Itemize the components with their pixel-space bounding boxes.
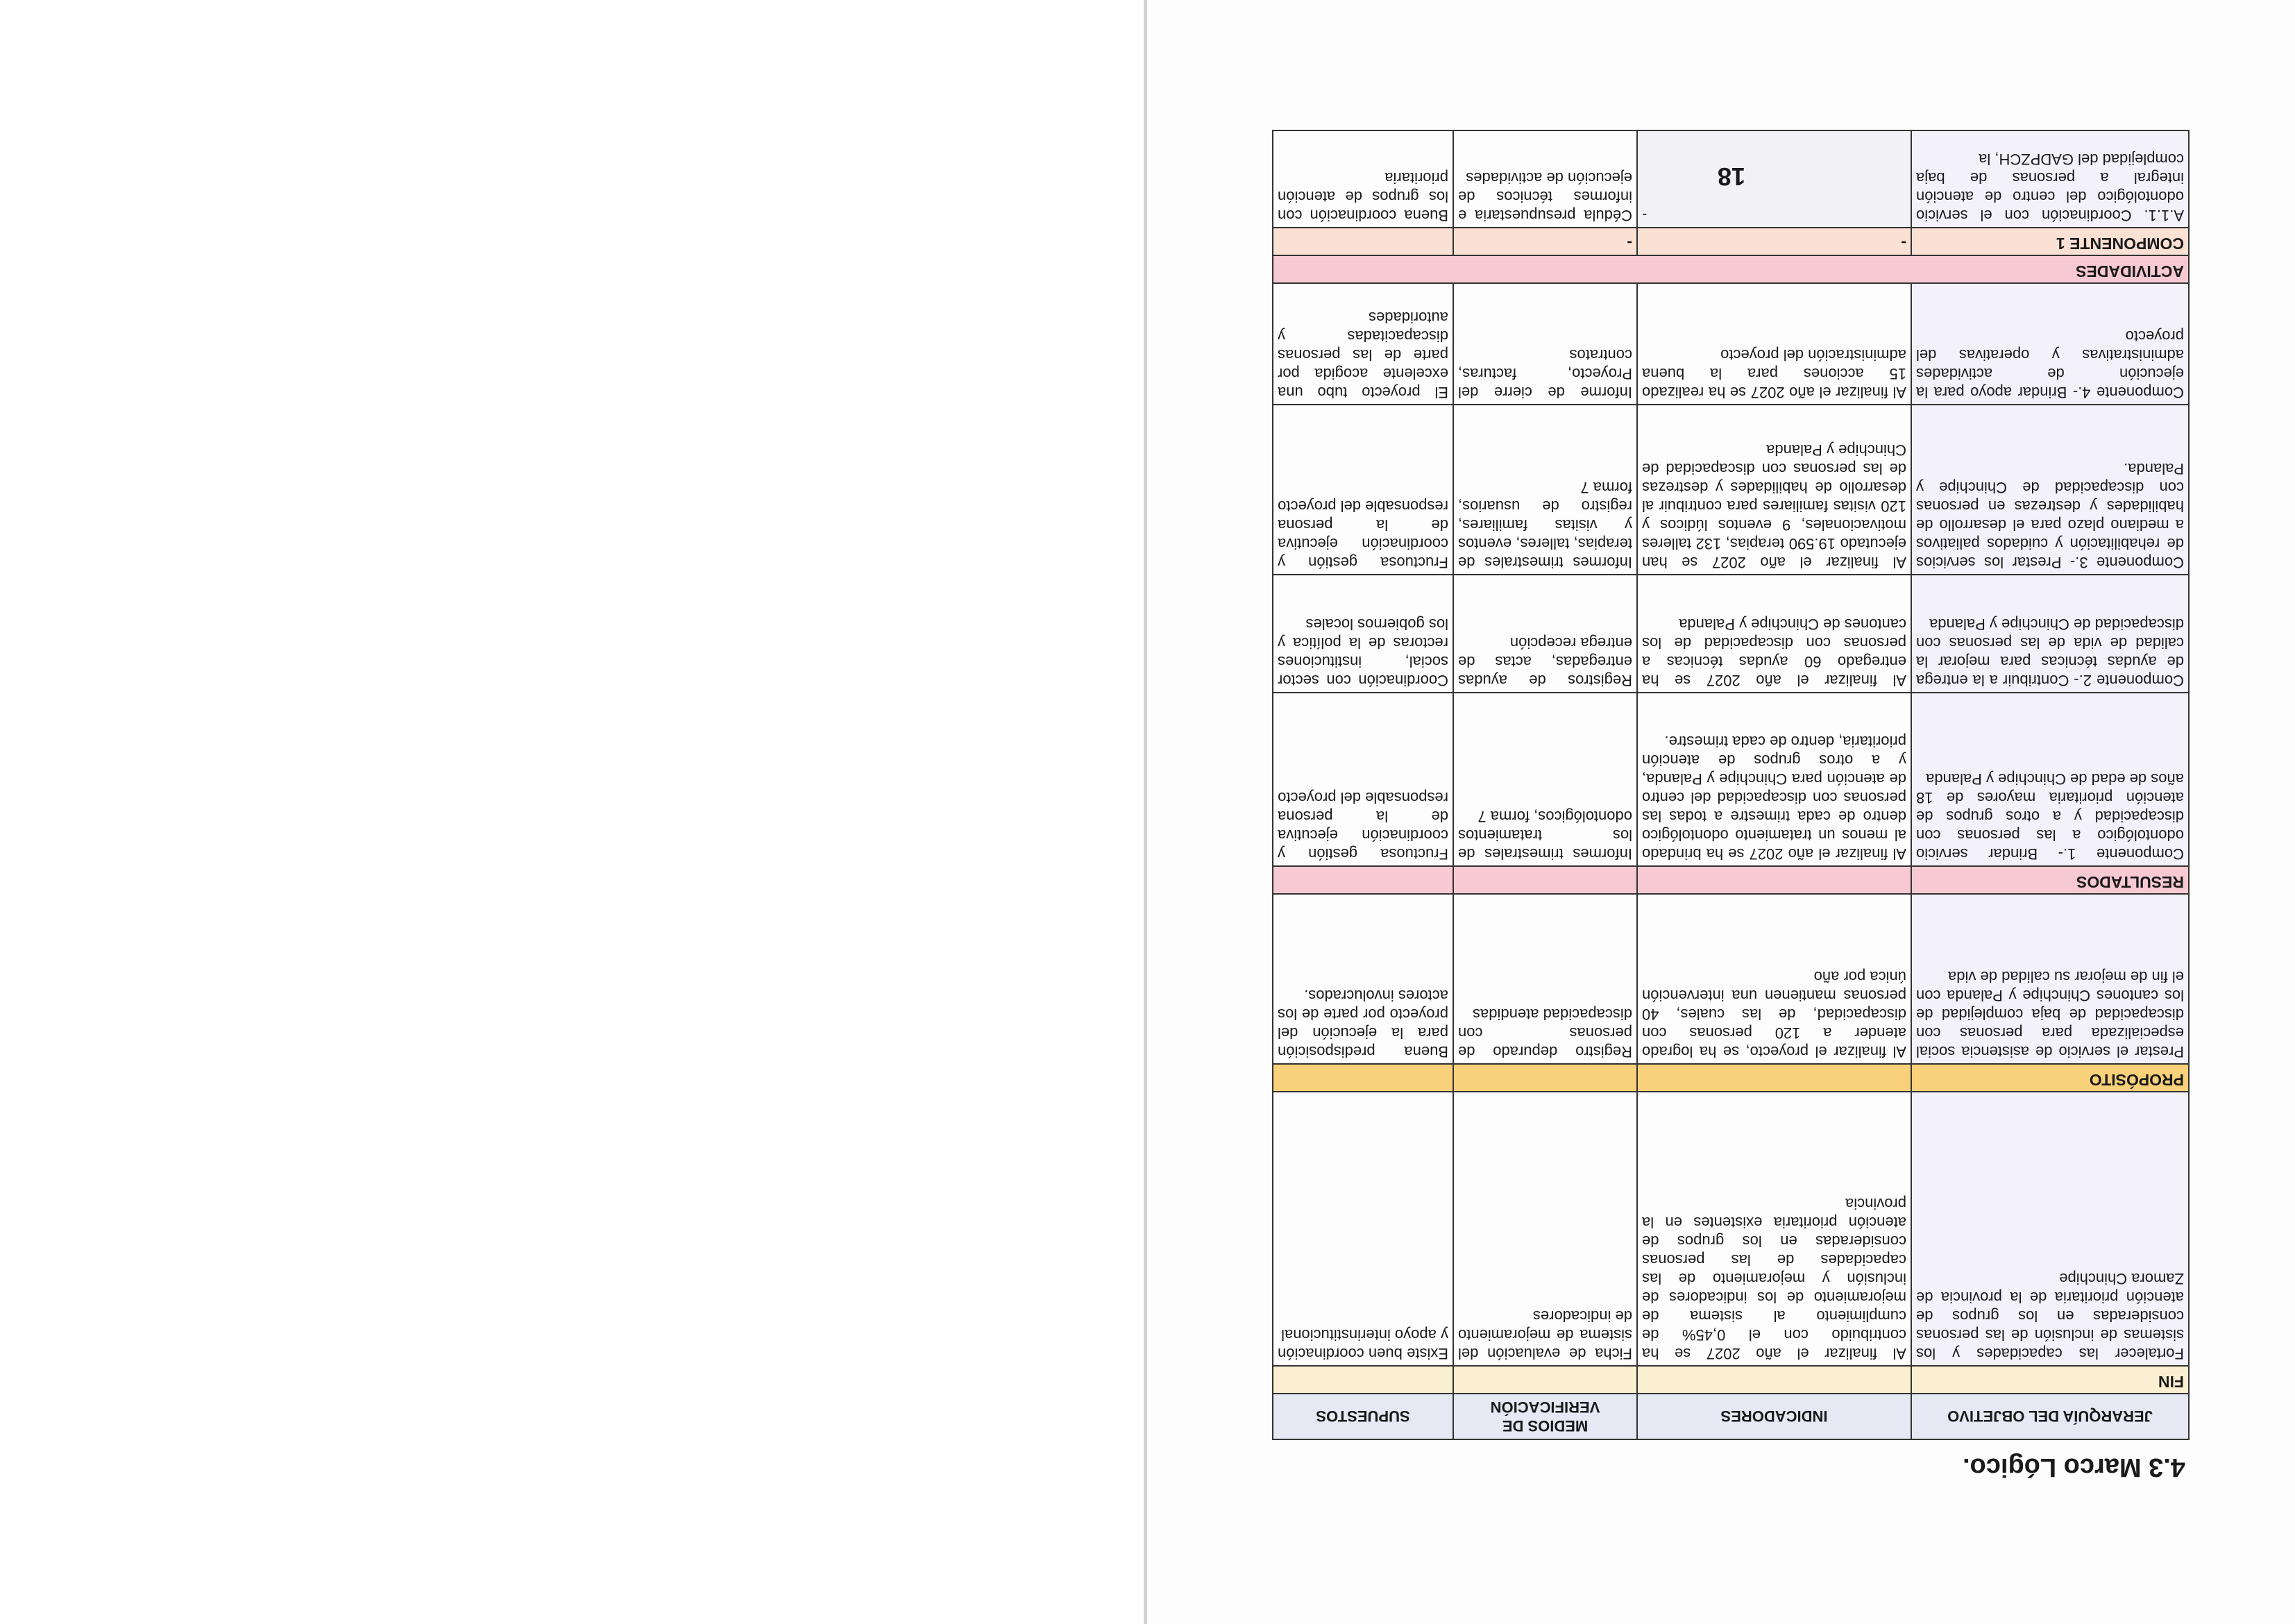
cell-objetivo: Prestar el servicio de asistencia social especializada para personas con discapacidad de baja complejidad de los cantones Chinchipe y Palanda con el fin de mejorar su calidad de vida — [1911, 894, 2189, 1064]
cell-medio: Registro depurado de personas con discapacidad atendidas — [1453, 894, 1637, 1064]
cell-medio: Informes trimestrales de terapias, talleres, eventos y visitas familiares, registro de usuarios, forma 7 — [1453, 405, 1637, 575]
cell-supuesto: Coordinación con sector social, instituciones rectoras de la política y los gobiernos locales — [1273, 575, 1453, 693]
rotated-page-content — [1273, 142, 2190, 1482]
cell-medio: Informe de cierre del Proyecto, facturas, contratos — [1453, 283, 1637, 405]
cell-medio: Cédula presupuestaria e informes técnicos de ejecución de actividades — [1453, 130, 1637, 228]
cell-indicador: - — [1637, 130, 1911, 228]
component-label: COMPONENTE 1 — [1911, 228, 2189, 255]
cell-objetivo: Componente 4.- Brindar apoyo para la ejecución de actividades administrativas y operativas del proyecto — [1911, 283, 2189, 405]
cell-objetivo: Fortalecer las capacidades y los sistemas de inclusión de las personas consideradas en los grupos de atención prioritaria de la provincia de Zamora Chinchipe — [1911, 1092, 2189, 1366]
section-row-proposito — [1273, 1064, 2189, 1092]
cell-medio: Registros de ayudas entregadas, actas de entrega recepción — [1453, 575, 1637, 693]
cell-medio: Ficha de evaluación del sistema de mejoramiento de indicadores — [1453, 1092, 1637, 1366]
col-header-medios: MEDIOS DE VERIFICACIÓN — [1453, 1394, 1637, 1439]
table-row — [1273, 894, 2189, 1064]
cell-supuesto: Fructuosa gestión y coordinación ejecutiva de la persona responsable del proyecto — [1273, 405, 1453, 575]
cell-indicador: Al finalizar el año 2027 se ha brindado al menos un tratamiento odontológico dentro de cada trimestre a todas las personas con discapacidad del centro de atención para Chinchipe y Palanda, y a otros grupos de atención prioritaria, dentro de cada trimestre. — [1637, 693, 1911, 866]
section-label-fin: FIN — [1911, 1366, 2189, 1394]
component-mark: - — [1637, 228, 1911, 255]
cell-objetivo: Componente 1.- Brindar servicio odontológico a las personas con discapacidad y a otros grupos de atención prioritaria mayores de 18 años de edad de Chinchipe y Palanda — [1911, 693, 2189, 866]
section-label-resultados: RESULTADOS — [1911, 866, 2189, 894]
table-row — [1273, 405, 2189, 575]
blank-left-page — [0, 0, 1144, 1624]
section-label-actividades: ACTIVIDADES — [1273, 255, 2189, 283]
col-header-objetivo: JERARQUÍA DEL OBJETIVO — [1911, 1394, 2189, 1439]
cell-supuesto: Existe buen coordinación y apoyo interinstitucional — [1273, 1092, 1453, 1366]
table-row — [1273, 575, 2189, 693]
cell-supuesto: Buena coordinación con los grupos de atención prioritaria — [1273, 130, 1453, 228]
cell-indicador: Al finalizar el año 2027 se ha realizado 15 acciones para la buena administración del proyecto — [1637, 283, 1911, 405]
cell-medio: Informes trimestrales de los tratamientos odontológicos, forma 7 — [1453, 693, 1637, 866]
col-header-supuestos: SUPUESTOS — [1273, 1394, 1453, 1439]
cell-supuesto: Buena predisposición para la ejecución del proyecto por parte de los actores involucrados. — [1273, 894, 1453, 1064]
cell-supuesto: El proyecto tubo una excelente acogida por parte de las personas discapacitadas y autoridades — [1273, 283, 1453, 405]
cell-objetivo: A.1.1. Coordinación con el servicio odontológico del centro de atención integral a personas de baja complejidad del GADPZCH, la — [1911, 130, 2189, 228]
page-number: 18 — [1717, 162, 1746, 191]
cell-objetivo: Componente 3.- Prestar los servicios de rehabilitación y cuidados paliativos a mediano plazo para el desarrollo de habilidades y destrezas en personas con discapacidad de Chinchipe y Palanda. — [1911, 405, 2189, 575]
section-row-fin — [1273, 1366, 2189, 1394]
cell-objetivo: Componente 2.- Contribuir a la entrega de ayudas técnicas para mejorar la calidad de vida de las personas con discapacidad de Chinchipe y Palanda — [1911, 575, 2189, 693]
col-header-indicadores: INDICADORES — [1637, 1394, 1911, 1439]
component-row — [1273, 228, 2189, 255]
cell-indicador: Al finalizar el año 2027 se ha entregado 60 ayudas técnicas a personas con discapacidad de los cantones de Chinchipe y Palanda — [1637, 575, 1911, 693]
table-header-row — [1273, 1394, 2189, 1439]
component-mark: - — [1453, 228, 1637, 255]
section-row-actividades — [1273, 255, 2189, 283]
table-row — [1273, 283, 2189, 405]
cell-indicador: Al finalizar el año 2027 se han ejecutado 19.590 terapias, 132 talleres motivacionales, 9 eventos lúdicos y 120 visitas familiares para contribuir al desarrollo de habilidades y destrezas de las personas con discapacidad de Chinchipe y Palanda — [1637, 405, 1911, 575]
section-label-proposito: PROPÓSITO — [1911, 1064, 2189, 1092]
section-row-resultados — [1273, 866, 2189, 894]
cell-indicador: Al finalizar el proyecto, se ha logrado atender a 120 personas con discapacidad, de las cuales, 40 personas mantienen una intervención única por año — [1637, 894, 1911, 1064]
table-row — [1273, 693, 2189, 866]
cell-indicador: Al finalizar el año 2027 se ha contribuido con el 0,45% de cumplimiento al sistema de mejoramiento de los indicadores de inclusión y mejoramiento de las capacidades de las personas consideradas en los grupos de atención prioritaria existentes en la provincia — [1637, 1092, 1911, 1366]
logical-framework-table — [1272, 130, 2190, 1440]
table-row — [1273, 1092, 2189, 1366]
section-heading: 4.3 Marco Lógico. — [1963, 1453, 2185, 1482]
cell-supuesto: Fructuosa gestión y coordinación ejecutiva de la persona responsable del proyecto — [1273, 693, 1453, 866]
